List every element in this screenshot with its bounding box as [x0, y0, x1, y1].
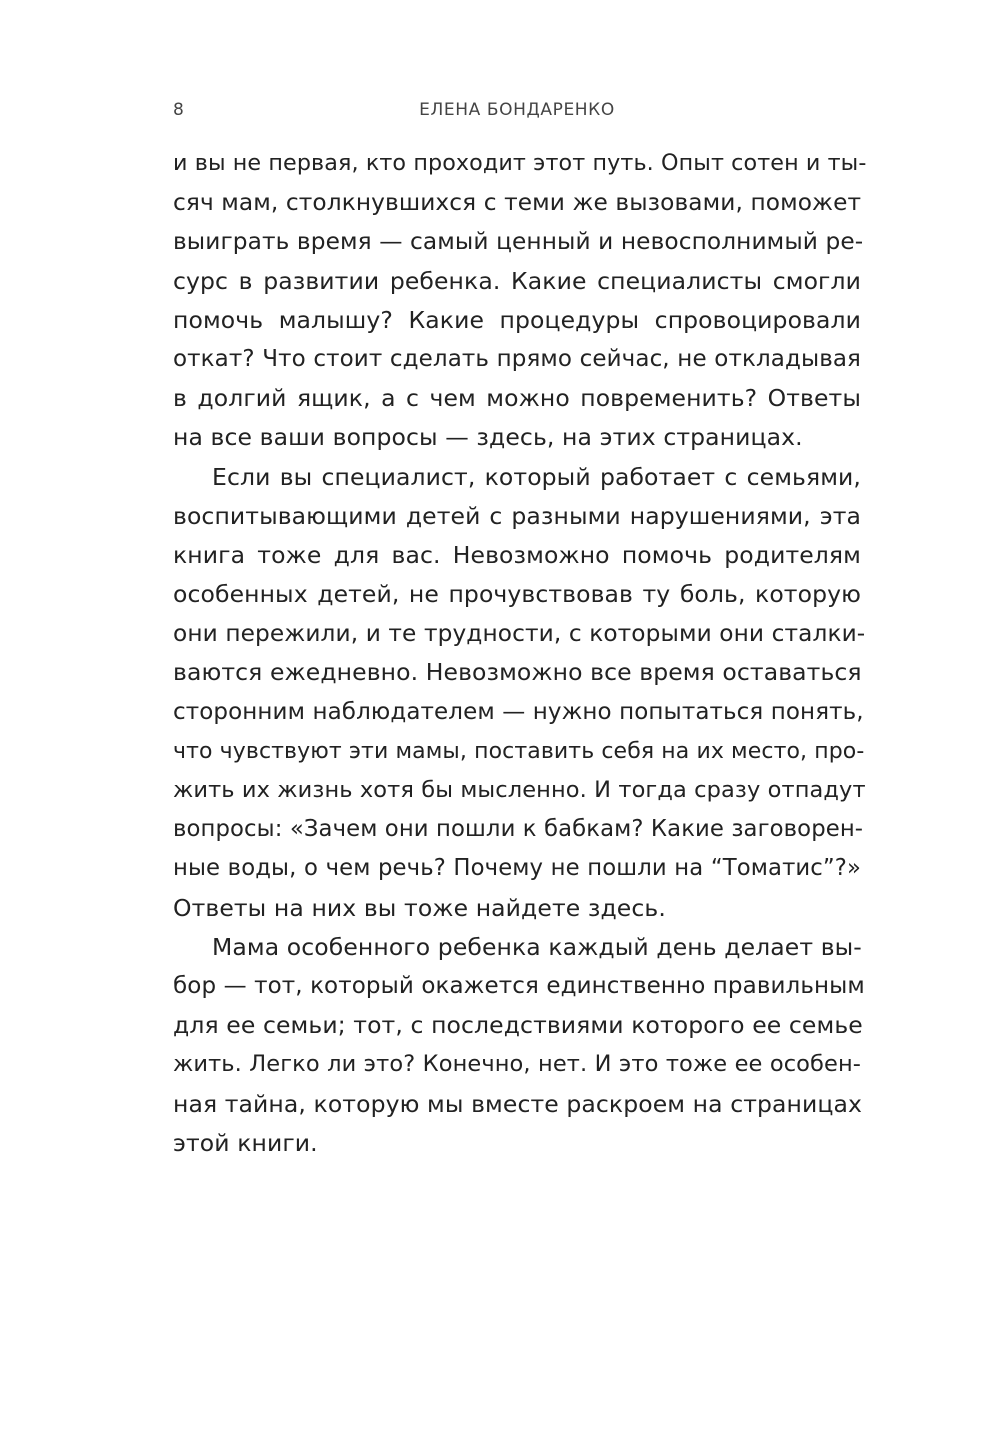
text-line: воспитывающими детей с разными нарушениями, эта — [173, 501, 861, 530]
text-line: этой книги. — [173, 1128, 318, 1157]
text-line: для ее семьи; тот, с последствиями которого ее семье — [173, 1011, 863, 1040]
text-line: жить их жизнь хотя бы мысленно. И тогда сразу отпадут — [173, 777, 866, 803]
paragraph-1 — [173, 144, 867, 458]
text-line: ваются ежедневно. Невозможно все время оставаться — [173, 658, 862, 687]
text-line: Если вы специалист, который работает с семьями, — [212, 462, 861, 491]
text-line: на все ваши вопросы — здесь, на этих страницах. — [173, 423, 803, 452]
text-line: книга тоже для вас. Невозможно помочь родителям — [173, 540, 861, 569]
text-line: и вы не первая, кто проходит этот путь. Опыт сотен и ты- — [173, 150, 867, 176]
text-line: выиграть время — самый ценный и невосполнимый ре- — [173, 228, 864, 256]
text-line: сурс в развитии ребенка. Какие специалисты смогли — [173, 266, 861, 295]
page-header — [173, 100, 861, 124]
text-line: откат? Что стоит сделать прямо сейчас, не откладывая — [173, 345, 861, 372]
text-line: ная тайна, которую мы вместе раскроем на страницах — [173, 1089, 862, 1118]
paragraph-2 — [173, 458, 866, 928]
text-line: особенных детей, не прочувствовав ту боль, которую — [173, 580, 861, 609]
text-line: бор — тот, который окажется единственно правильным — [173, 972, 865, 999]
text-line: в долгий ящик, а с чем можно повременить? Ответы — [173, 384, 861, 413]
text-line: жить. Легко ли это? Конечно, нет. И это тоже ее особен- — [173, 1051, 861, 1078]
text-line: они пережили, и те трудности, с которыми они сталки- — [173, 620, 866, 648]
text-line: сяч мам, столкнувшихся с теми же вызовами, поможет — [173, 189, 862, 217]
page-number: 8 — [173, 100, 185, 120]
running-head-author: ЕЛЕНА БОНДАРЕНКО — [419, 100, 615, 120]
text-line: вопросы: «Зачем они пошли к бабкам? Какие заговорен- — [173, 816, 864, 843]
paragraph-3 — [173, 928, 865, 1163]
body-text — [173, 144, 867, 1163]
text-line: сторонним наблюдателем — нужно попытаться понять, — [173, 698, 864, 725]
text-line: Мама особенного ребенка каждый день делает вы- — [212, 932, 862, 961]
text-line: Ответы на них вы тоже найдете здесь. — [173, 893, 666, 922]
text-line: ные воды, о чем речь? Почему не пошли на “Томатис”?» — [173, 855, 861, 882]
text-line: что чувствуют эти мамы, поставить себя на их место, про- — [173, 738, 865, 764]
text-line: помочь малышу? Какие процедуры спровоцировали — [173, 305, 861, 334]
